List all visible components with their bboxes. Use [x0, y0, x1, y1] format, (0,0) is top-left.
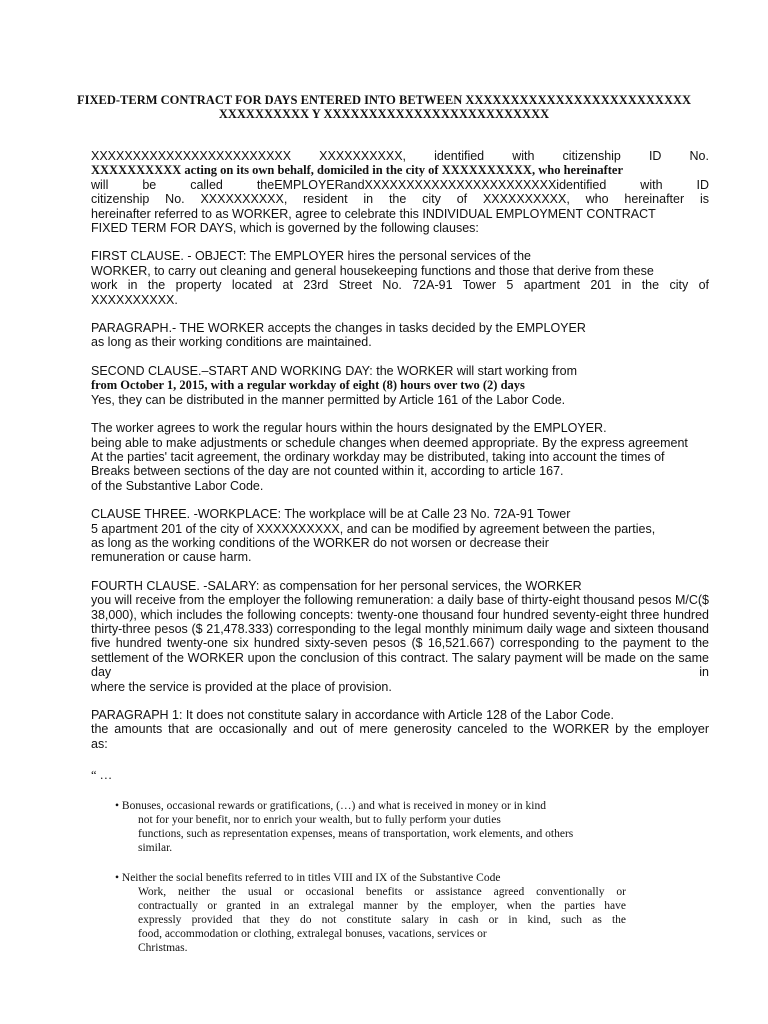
bullet-line: contractually or granted in an extralegal manner by the employer, when the parties have	[138, 899, 626, 912]
bullet-line: food, accommodation or clothing, extralegal bonuses, vacations, services or	[138, 927, 487, 940]
text-line: At the parties' tacit agreement, the ordinary workday may be distributed, taking into account the times of	[91, 449, 665, 464]
preamble-paragraph	[91, 149, 709, 235]
second-clause	[91, 364, 709, 407]
paragraph-1	[91, 708, 709, 751]
text-line: hereinafter referred to as WORKER, agree to celebrate this INDIVIDUAL EMPLOYMENT CONTRACT	[91, 206, 656, 221]
text-line: PARAGRAPH 1: It does not constitute salary in accordance with Article 128 of the Labor Code.	[91, 708, 614, 722]
text-line: five hundred twenty-one six hundred sixty-seven pesos ($ 16,521.667) corresponding to the payment to the	[91, 636, 709, 651]
text-line: FOURTH CLAUSE. -SALARY: as compensation for her personal services, the WORKER	[91, 578, 582, 593]
text-line: 5 apartment 201 of the city of XXXXXXXXXX, and can be modified by agreement between the parties,	[91, 521, 656, 536]
text-line: XXXXXXXXXXXXXXXXXXXXXXXX XXXXXXXXXX, identified with citizenship ID No.	[91, 149, 709, 163]
regular-hours-paragraph	[91, 421, 709, 493]
text-line: citizenship No. XXXXXXXXXX, resident in the city of XXXXXXXXXX, who hereinafter is	[91, 192, 709, 207]
text-line: Yes, they can be distributed in the manner permitted by Article 161 of the Labor Code.	[91, 392, 566, 407]
text-line: XXXXXXXXXX acting on its own behalf, domiciled in the city of XXXXXXXXXX, who hereinafter	[91, 163, 624, 178]
bullet-line: not for your benefit, nor to enrich your wealth, but to fully perform your duties	[138, 813, 501, 826]
text-line: FIXED TERM FOR DAYS, which is governed by the following clauses:	[91, 221, 479, 236]
bullet-first-line: • Bonuses, occasional rewards or gratifications, (…) and what is received in money or in kind	[115, 799, 547, 812]
text-line: FIRST CLAUSE. - OBJECT: The EMPLOYER hires the personal services of the	[91, 249, 531, 264]
text-line: WORKER, to carry out cleaning and general housekeeping functions and those that derive from these	[91, 263, 654, 278]
paragraph-worker-changes	[91, 321, 709, 350]
text-line: settlement of the WORKER upon the conclusion of this contract. The salary payment will be made on the same day in	[91, 650, 709, 680]
text-line: CLAUSE THREE. -WORKPLACE: The workplace will be at Calle 23 No. 72A-91 Tower	[91, 507, 571, 522]
text-line: the amounts that are occasionally and out of mere generosity canceled to the WORKER by the employer	[91, 722, 709, 737]
contract-body	[91, 149, 709, 971]
title-line-2: XXXXXXXXXX Y XXXXXXXXXXXXXXXXXXXXXXXXX	[218, 107, 550, 121]
first-clause	[91, 249, 709, 307]
text-line: being able to make adjustments or schedule changes when deemed appropriate. By the express agreement	[91, 435, 688, 450]
fourth-clause	[91, 579, 709, 694]
bullet-item	[91, 871, 709, 955]
bullet-line: similar.	[138, 841, 173, 854]
text-line: work in the property located at 23rd Street No. 72A-91 Tower 5 apartment 201 in the city of	[91, 278, 709, 293]
text-line: will be called theEMPLOYERandXXXXXXXXXXXXXXXXXXXXXXXidentified with ID	[91, 177, 709, 192]
bullet-line: functions, such as representation expenses, means of transportation, work elements, and others	[138, 827, 574, 840]
contract-title	[60, 93, 708, 121]
text-line: from October 1, 2015, with a regular workday of eight (8) hours over two (2) days	[91, 378, 525, 393]
bullet-line: Christmas.	[138, 941, 188, 954]
text-line: SECOND CLAUSE.–START AND WORKING DAY: the WORKER will start working from	[91, 363, 577, 378]
bullet-item	[91, 799, 709, 855]
text-line: remuneration or cause harm.	[91, 550, 252, 565]
text-line: The worker agrees to work the regular hours within the hours designated by the EMPLOYER.	[91, 421, 607, 436]
text-line: where the service is provided at the place of provision.	[91, 679, 392, 694]
clause-three	[91, 507, 709, 565]
title-line-1: FIXED-TERM CONTRACT FOR DAYS ENTERED INTO BETWEEN XXXXXXXXXXXXXXXXXXXXXXXXX	[76, 93, 692, 107]
bullet-line: expressly provided that they do not constitute salary in cash or in kind, such as the	[138, 913, 626, 926]
text-line: of the Substantive Labor Code.	[91, 478, 264, 493]
text-line: XXXXXXXXXX.	[91, 292, 178, 307]
text-line: you will receive from the employer the following remuneration: a daily base of thirty-eight thousand pesos M/C($	[91, 593, 709, 608]
quote-mark: “ …	[91, 768, 113, 783]
text-line: as long as the working conditions of the WORKER do not worsen or decrease their	[91, 535, 549, 550]
text-line: as long as their working conditions are maintained.	[91, 335, 372, 350]
bullet-first-line: • Neither the social benefits referred to in titles VIII and IX of the Substantive Code	[115, 871, 501, 884]
text-line: as:	[91, 736, 108, 751]
text-line: PARAGRAPH.- THE WORKER accepts the changes in tasks decided by the EMPLOYER	[91, 321, 586, 336]
text-line: thirty-three pesos ($ 21,478.333) corresponding to the legal monthly minimum daily wage and sixteen thousand	[91, 621, 709, 636]
text-line: Breaks between sections of the day are not counted within it, according to article 167.	[91, 464, 564, 479]
bullet-line: Work, neither the usual or occasional benefits or assistance agreed conventionally or	[138, 885, 626, 898]
text-line: 38,000), which includes the following concepts: twenty-one thousand four hundred seventy-eight three hundred	[91, 607, 709, 622]
